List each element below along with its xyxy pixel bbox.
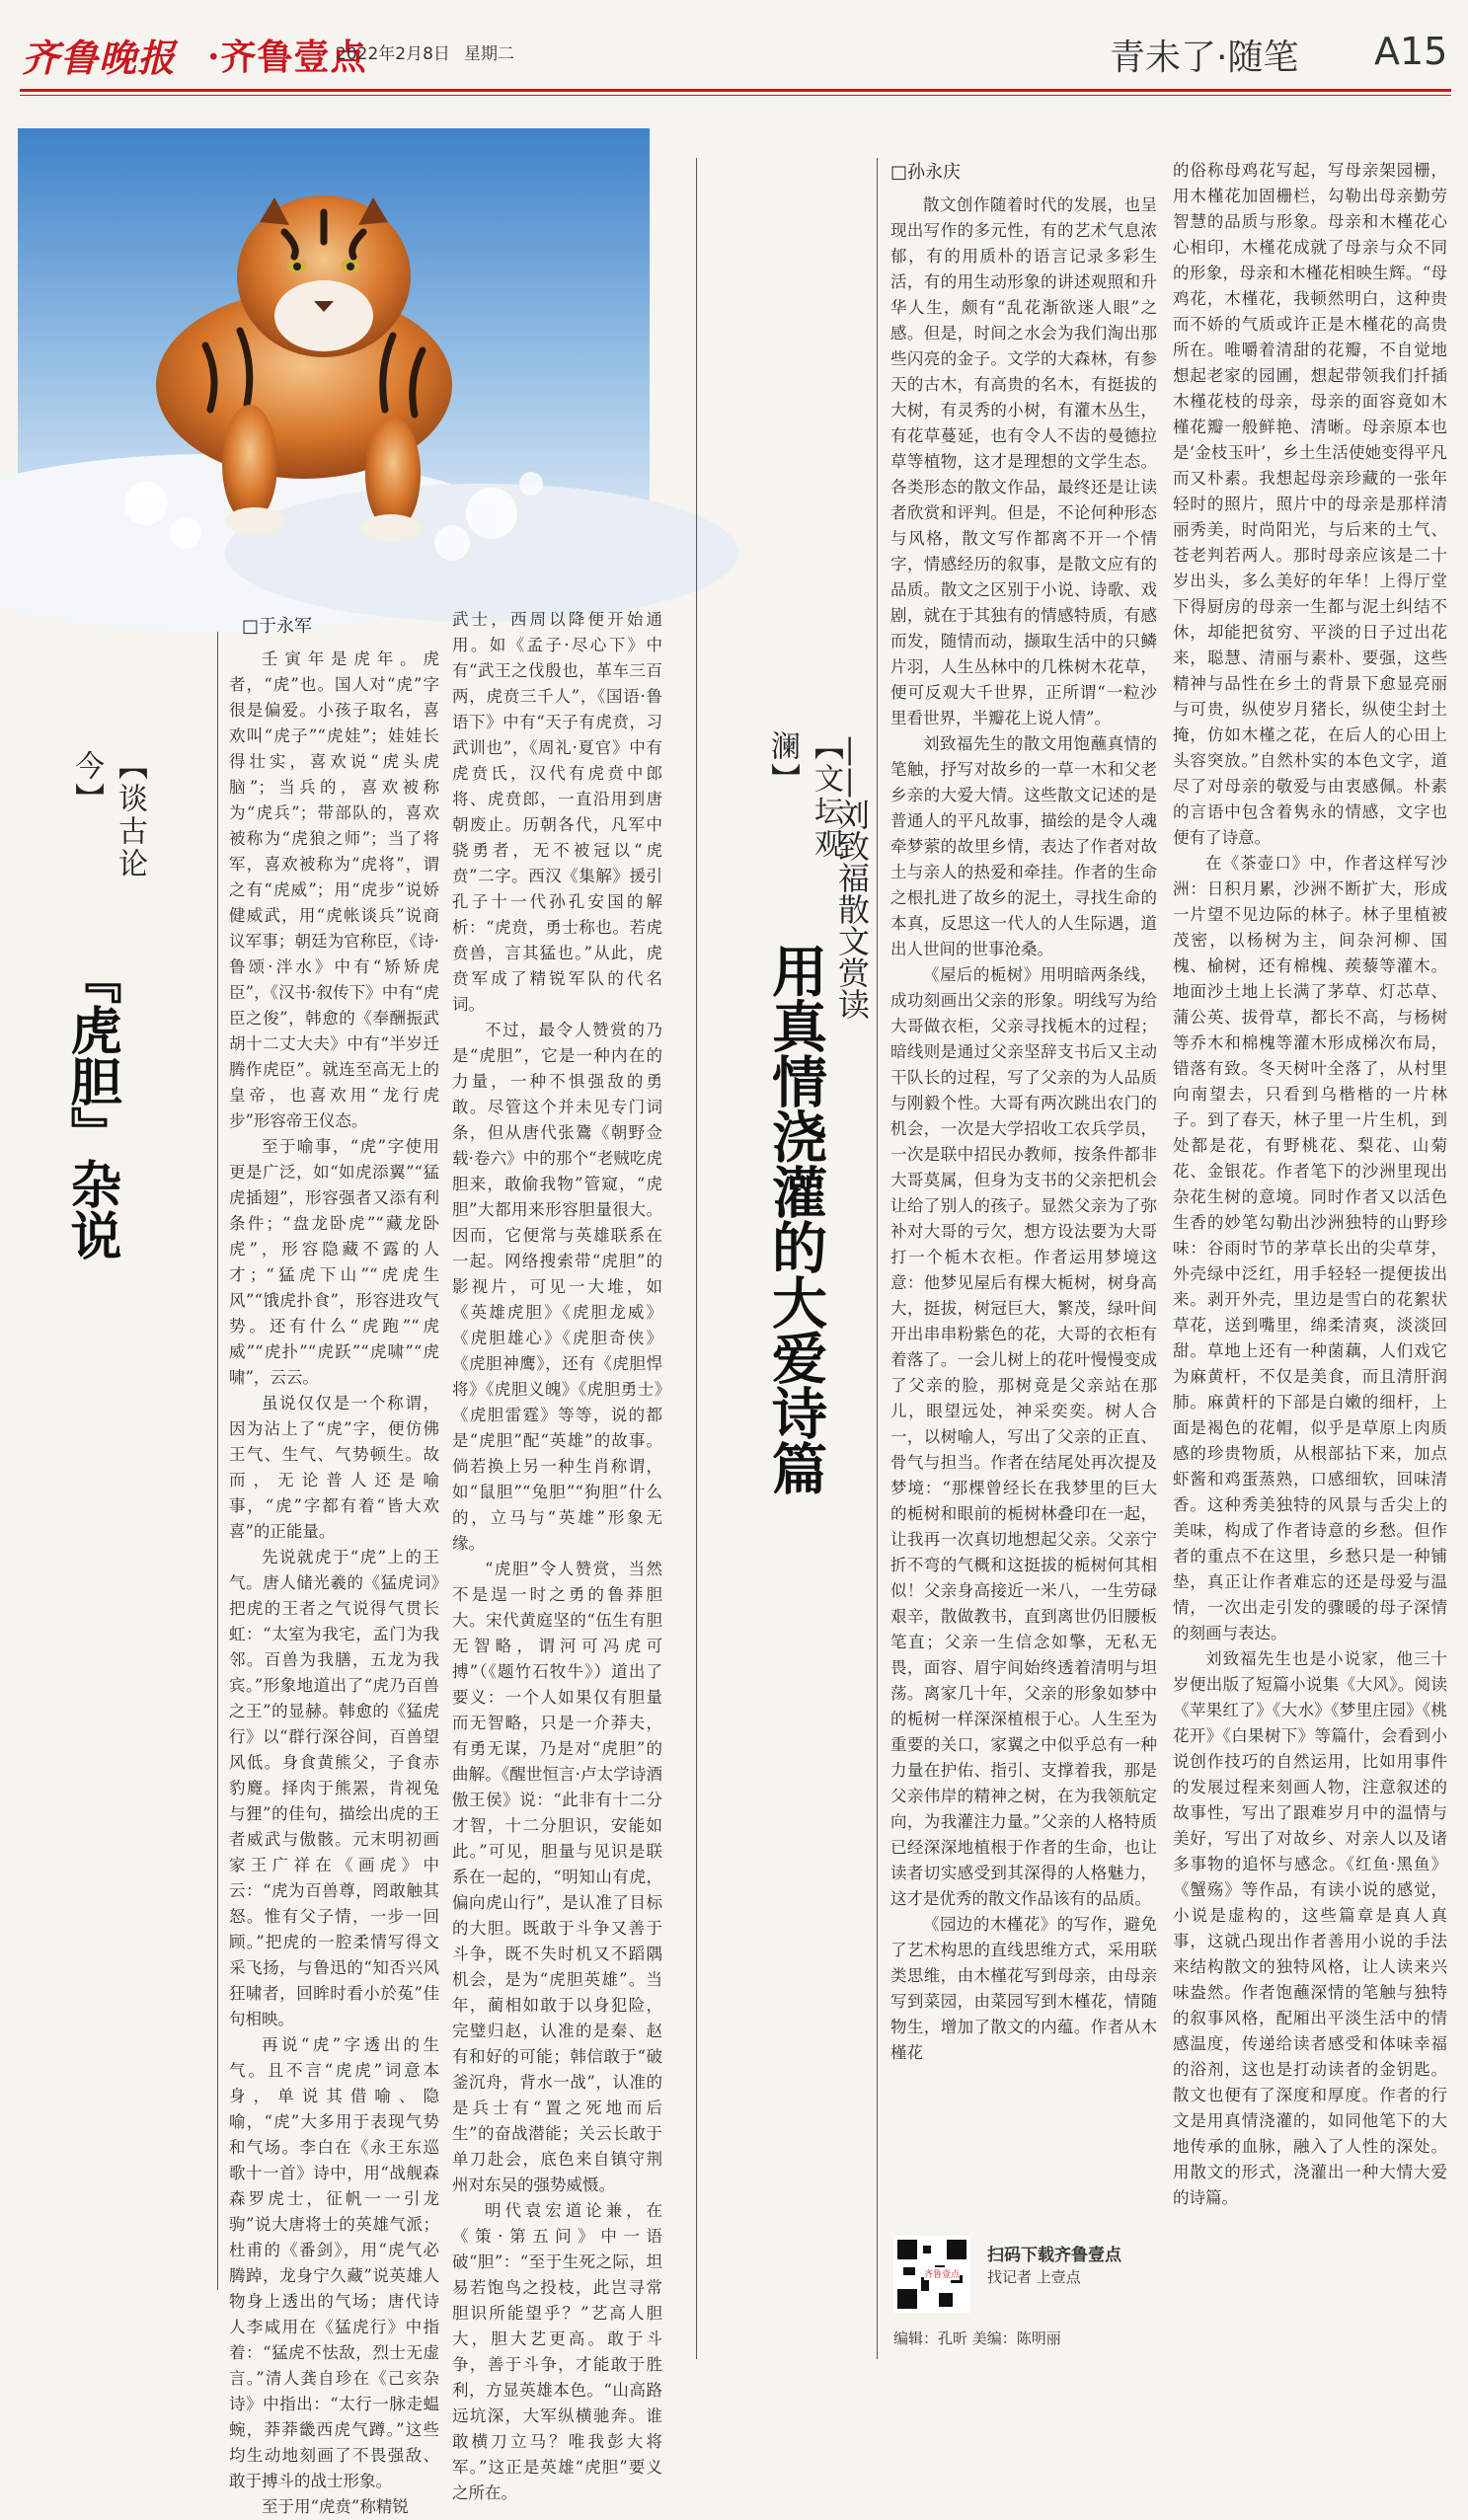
column-tag-wentan: 【文坛观澜】 xyxy=(765,730,843,861)
scan-download-text: 扫码下载齐鲁壹点 xyxy=(987,2246,1121,2265)
section-title: 青未了·随笔 xyxy=(1110,38,1299,78)
paragraph: 的俗称母鸡花写起，写母亲架园栅，用木槿花加固栅栏，勾勒出母亲勤劳智慧的品质与形象。母亲和木槿花心心相印，木槿花成就了母亲与众不同的形象，母亲和木槿花相映生辉。“母鸡花，木槿花，我顿然明白，这种贵而不娇的气质或许正是木槿花的高贵所在。唯嚼着清甜的花瓣，不自觉地想起老家的园圃，想起带领我们扦插木槿花枝的母亲，母亲的面容竟如木槿花瓣一般鲜艳、清晰。母亲原本也是‘金枝玉叶’，乡土生活使她变得平凡而又朴素。我想起母亲珍藏的一张年轻时的照片，照片中的母亲是那样清丽秀美，时尚阳光，与后来的土气、苍老判若两人。那时母亲应该是二十岁出头，多么美好的年华！上得厅堂下得厨房的母亲一生都与泥土纠结不休，却能把贫穷、平淡的日子过出花来，聪慧、清丽与素朴、要强，这些精神与品性在乡土的背景下愈显亮丽与可贵，纵使岁月猪长，纵使尘封土掩，仿如木槿之花，在后人的心田上头容突放。”自然朴实的本色文字，道尽了对母亲的敬爱与由衷感佩。朴素的言语中包含着隽永的情感，文字也便有了诗意。 xyxy=(1173,161,1447,847)
paragraph: 在《茶壶口》中，作者这样写沙洲：日积月累，沙洲不断扩大，形成一片望不见边际的林子。林子里植被茂密，以杨树为主，间杂河柳、国槐、榆树，还有棉槐、蒺藜等灌木。地面沙土地上长满了茅草、灯芯草、蒲公英、拔骨草，都长不高，与杨树等乔木和棉槐等灌木形成梯次布局，错落有致。冬天树叶全落了，从村里向南望去，只看到乌楷楷的一片林子。到了春天，林子里一片生机，到处都是花，有野桃花、梨花、山菊花、金银花。作者笔下的沙洲里现出杂花生树的意境。同时作者又以活色生香的妙笔勾勒出沙洲独特的山野珍味：谷雨时节的茅草长出的尖草芽，外壳绿中泛红，用手轻轻一提便拔出来。剥开外壳，里边是雪白的花絮状草花，送到嘴里，绵柔清爽，淡淡回甜。草地上还有一种菌藕，人们戏它为麻黄杆，不仅是美食，而且清肝润肺。麻黄杆的下部是白嫩的细杆，上面是褐色的花帽，似乎是草原上肉质感的珍贵物质，从根部拈下来，加点虾酱和鸡蛋蒸熟，口感细软，回味清香。这种秀美独特的风景与舌尖上的美味，构成了作者诗意的乡愁。但作者的重点不在这里，乡愁只是一种铺垫，真正让作者难忘的还是母爱与温情，一次出走引发的骤暖的母子深情的刻画与表达。 xyxy=(1173,854,1447,1642)
article-column xyxy=(229,647,439,2516)
paragraph: 虽说仅仅是一个称谓，因为沾上了“虎”字，便仿佛王气、生气、气势顿生。故而，无论普人还是喻事，“虎”字都有着“皆大欢喜”的正能量。 xyxy=(229,1394,439,1541)
article-column xyxy=(452,607,662,2502)
paragraph: 至于用“虎贲”称精锐 xyxy=(262,2497,409,2516)
tiger-photo xyxy=(18,128,650,582)
paragraph: “虎胆”令人赞赏，当然不是逞一时之勇的鲁莽胆大。宋代黄庭坚的“伍生有胆无智略，谓河可冯虎可搏”（《题竹石牧牛》）道出了要义：一个人如果仅有胆量而无智略，只是一介莽夫，有勇无谋，乃是对“虎胆”的曲解。《醒世恒言·卢太学诗酒傲王侯》说：“此非有十二分才智，十二分胆识，安能如此。”可见，胆量与见识是联系在一起的，“明知山有虎，偏向虎山行”，是认准了目标的大胆。既敢于斗争又善于斗争，既不失时机又不蹈隅机会，是为“虎胆英雄”。当年，蔺相如敢于以身犯险，完璧归赵，认准的是秦、赵有和好的可能；韩信敢于“破釜沉舟，背水一战”，认准的是兵士有“置之死地而后生”的奋战潜能；关云长敢于单刀赴会，底色来自镇守荆州对东吴的强势威慑。 xyxy=(452,1560,662,2194)
article-title-hudan: 『虎胆』杂说 xyxy=(61,953,120,1260)
paragraph: 至于喻事，“虎”字使用更是广泛，如“如虎添翼”“猛虎插翅”，形容强者又添有利条件；“盘龙卧虎”“藏龙卧虎”，形容隐藏不露的人才；“猛虎下山”“虎虎生风”“饿虎扑食”，形容进攻气势。还有什么“虎跑”“虎威”“虎扑”“虎跃”“虎啸”“虎啸”，云云。 xyxy=(229,1137,439,1387)
article-author: □孙永庆 xyxy=(890,162,962,183)
column-rule xyxy=(696,158,697,2359)
paragraph: 《屋后的栀树》用明暗两条线，成功刻画出父亲的形象。明线写为给大哥做衣柜，父亲寻找栀木的过程；暗线则是通过父亲坚辞支书后又主动干队长的过程，写了父亲的为人品质与刚毅个性。大哥有两次跳出农门的机会，一次是大学招收工农兵学员，一次是联中招民办教师，按条件都非大哥莫属，但身为支书的父亲把机会让给了别人的孩子。显然父亲为了弥补对大哥的亏欠，想方设法要为大哥打一个栀木衣柜。作者运用梦境这意：他梦见屋后有棵大栀树，树身高大，挺拔，树冠巨大，繁茂，绿叶间开出串串粉紫色的花，大哥的衣柜有着落了。一会儿树上的花叶慢慢变成了父亲的脸，那树竟是父亲站在那儿，眼望远处，神采奕奕。树人合一，以树喻人，写出了父亲的正直、骨气与担当。作者在结尾处再次提及梦境：“那棵曾经长在我梦里的巨大的栀树和眼前的栀树林叠印在一起，让我再一次真切地想起父亲。父亲宁折不弯的气概和这挺拔的栀树何其相似！父亲身高接近一米八，一生劳碌艰辛，散做教书，直到离世仍旧腰板笔直；父亲一生信念如擎，无私无畏，面容、眉宇间始终透着清明与坦荡。离家几十年，父亲的形象如梦中的栀树一样深深植根于心。人生至为重要的关口，家翼之中似乎总有一种力量在护佑、指引、支撑着我，那是父亲伟岸的精神之树，在为我领航定向，为我灌注力量。”父亲的人格特质已经深深地植根于作者的生命，也让读者切实感受到其深得的人格魅力，这才是优秀的散文作品该有的品质。 xyxy=(890,965,1157,1908)
paragraph: 先说就虎于“虎”上的王气。唐人储光羲的《猛虎词》把虎的王者之气说得气贯长虹：“太室为我宅，孟门为我邻。百兽为我膳，五龙为我宾。”形象地道出了“虎乃百兽之王”的显赫。韩愈的《猛虎行》以“群行深谷间，百兽望风低。身食黄熊父，子食赤豹麑。择肉于熊罴，肯视兔与狸”的佳句，描绘出虎的王者威武与傲骸。元末明初画家王广祥在《画虎》中云：“虎为百兽尊，罔敢触其怒。惟有父子情，一步一回顾。”把虎的一腔柔情写得文采飞扬，与鲁迅的“知否兴风狂啸者，回眸时看小於菟”佳句相映。 xyxy=(229,1548,439,2028)
issue-weekday: 星期二 xyxy=(464,44,514,64)
article-subtitle: ——刘致福散文赏读 xyxy=(833,735,871,1020)
article-column xyxy=(890,192,1157,2305)
masthead xyxy=(0,0,1468,97)
article-author: □于永军 xyxy=(242,616,313,637)
paragraph: 刘致福先生也是小说家，他三十岁便出版了短篇小说集《大风》。阅读《苹果红了》《大水》《梦里庄园》《桃花开》《白果树下》等篇什，会看到小说创作技巧的自然运用，比如用事件的发展过程来刻画人物，注意叙述的故事性，写出了跟难岁月中的温情与美好，写出了对故乡、对亲人以及诸多事物的追怀与感念。《红鱼·黑鱼》《蟹殇》等作品，有读小说的感觉，小说是虚构的，这些篇章是真人真事，这就凸现出作者善用小说的手法来结构散文的独特风格，让人读来兴味盎然。作者饱蘸深情的笔触与独特的叙事风格，配厢出平淡生活中的情感温度，传递给读者感受和体味幸福的浴剂，这也是打动读者的金钥匙。散文也便有了深度和厚度。作者的行文是用真情浇灌的，如同他笔下的大地传承的血脉，融入了人性的深处。用散文的形式，浇灌出一种大情大爱的诗篇。 xyxy=(1173,1649,1447,2207)
masthead-rule-thin xyxy=(20,95,1451,96)
qr-label: 齐鲁壹点 xyxy=(924,2267,960,2280)
paragraph: 刘致福先生的散文用饱蘸真情的笔触，抒写对故乡的一草一木和父老乡亲的大爱大情。这些散文记述的是普通人的平凡故事，描绘的是令人魂牵梦萦的故里乡情，表达了作者对故土与亲人的热爱和牵挂。作者的生命之根扎进了故乡的泥土，寻找生命的本真，反思这一代人的人生际遇，道出人世间的世事沧桑。 xyxy=(890,734,1157,958)
paragraph: 再说“虎”字透出的生气。且不言“虎虎”词意本身，单说其借喻、隐喻，“虎”大多用于表现气势和气场。李白在《永王东巡歌十一首》诗中，用“战舰森森罗虎士，征帆一一引龙驹”说大唐将士的英雄气派；杜甫的《番剑》，用“虎气必腾踔，龙身宁久藏”说英雄人物身上透出的气场；唐代诗人李咸用在《猛虎行》中指着：“猛虎不怯敌，烈士无虚言。”清人龚自珍在《己亥杂诗》中指出：“太行一脉走蝹蜿，莽莽畿西虎气蹲。”这些均生动地刻画了不畏强敌、敢于搏斗的战士形象。 xyxy=(229,2035,439,2490)
tiger-photo-icon xyxy=(18,128,650,582)
article-title-dashi: 用真情浇灌的大爱诗篇 xyxy=(763,943,827,1495)
page-number: A15 xyxy=(1374,30,1448,73)
paragraph: 壬寅年是虎年。虎者，“虎”也。国人对“虎”字很是偏爱。小孩子取名，喜欢叫“虎子”“虎娃”；娃娃长得壮实，喜欢说“虎头虎脑”；当兵的，喜欢被称为“虎兵”；带部队的，喜欢被称为“虎狼之师”；当了将军，喜欢被称为“虎将”，谓之有“虎威”；用“虎步”说娇健威武，用“虎帐谈兵”说商议军事；朝廷为官称臣，《诗·鲁颂·泮水》中有“矫矫虎臣”，《汉书·叙传下》中有“虎臣之俊”，韩愈的《奉酬振武胡十二丈大夫》中有“半岁迁腾作虎臣”。就连至高无上的皇帝，也喜欢用“龙行虎步”形容帝王仪态。 xyxy=(229,649,439,1130)
column-tag-tanggu: 【谈古论今】 xyxy=(69,750,147,880)
column-rule xyxy=(217,632,218,2290)
paragraph: 散文创作随着时代的发展，也呈现出写作的多元性，有的艺术气息浓郁，有的用质朴的语言记录多彩生活，有的用生动形象的讲述观照和升华人生，颇有“乱花渐欲迷人眼”之感。但是，时间之水会为我们淘出那些闪亮的金子。文学的大森林，有参天的古木，有高贵的名木，有挺拔的大树，有灵秀的小树，有灌木丛生，有花草蔓延，也有令人不齿的曼德拉草等植物，这才是理想的文学生态。各类形态的散文作品，最终还是让读者欣赏和评判。但是，不论何种形态与风格，散文写作都离不开一个情字，情感经历的叙事，是散文应有的品质。散文之区别于小说、诗歌、戏剧，就在于其独有的情感特质，有感而发，随情而动，撷取生活中的只鳞片羽，人生丛林中的几株树木花草，便可反观大千世界，正所谓“一粒沙里看世界，半瓣花上说人情”。 xyxy=(890,195,1157,727)
masthead-rule xyxy=(20,89,1451,92)
issue-date: 2022年2月8日 xyxy=(336,44,450,64)
editor-credit: 编辑：孔昕 美编：陈明丽 xyxy=(893,2329,1061,2347)
paper-logo: 齐鲁晚报 xyxy=(22,36,177,80)
scan-subtext: 找记者 上壹点 xyxy=(987,2268,1081,2286)
app-logo: ·齐鲁壹点 xyxy=(207,37,367,78)
paragraph: 不过，最令人赞赏的乃是“虎胆”，它是一种内在的力量，一种不惧强敌的勇敢。尽管这个并未见专门词条，但从唐代张鷟《朝野佥载·卷六》中的那个“老贼吃虎胆来，敢偷我物”管窥，“虎胆”大都用来形容胆量很大。因而，它便常与英雄联系在一起。网络搜索带“虎胆”的影视片，可见一大堆，如《英雄虎胆》《虎胆龙威》《虎胆雄心》《虎胆奇侠》《虎胆神鹰》，还有《虎胆悍将》《虎胆义魄》《虎胆勇士》《虎胆雷霆》等等，说的都是“虎胆”配“英雄”的故事。倘若换上另一种生肖称谓，如“鼠胆”“兔胆”“狗胆”什么的，立马与“英雄”形象无缘。 xyxy=(452,1021,662,1553)
column-rule xyxy=(877,158,878,2359)
paragraph: 明代袁宏道论兼，在《策·第五问》中一语破“胆”：“至于生死之际，坦易若饱鸟之投枝，此岂寻常胆识所能望乎？”艺高人胆大，胆大艺更高。敢于斗争，善于斗争，才能敢于胜利，方显英雄本色。“山高路远坑深，大军纵横驰奔。谁敢横刀立马？唯我彭大将军。”这正是英雄“虎胆”要义之所在。 xyxy=(452,2201,662,2502)
paragraph: 武士，西周以降便开始通用。如《孟子·尽心下》中有“武王之伐殷也，革车三百两，虎贲三千人”，《国语·鲁语下》中有“天子有虎贲，习武训也”，《周礼·夏官》中有虎贲氏，汉代有虎贲中郎将、虎贲郎，一直沿用到唐朝废止。历朝各代，凡军中骁勇者，无不被冠以“虎贲”二字。西汉《集解》援引孔子十一代孙孔安国的解析：“虎贲，勇士称也。若虎贲兽，言其猛也。”从此，虎贲军成了精锐军队的代名词。 xyxy=(452,610,662,1014)
article-column xyxy=(1173,158,1447,2357)
paragraph: 《园边的木槿花》的写作，避免了艺术构思的直线思维方式，采用联类思维，由木槿花写到母亲，由母亲写到菜园，由菜园写到木槿花，情随物生，增加了散文的内蕴。作者从木槿花 xyxy=(890,1915,1157,2062)
